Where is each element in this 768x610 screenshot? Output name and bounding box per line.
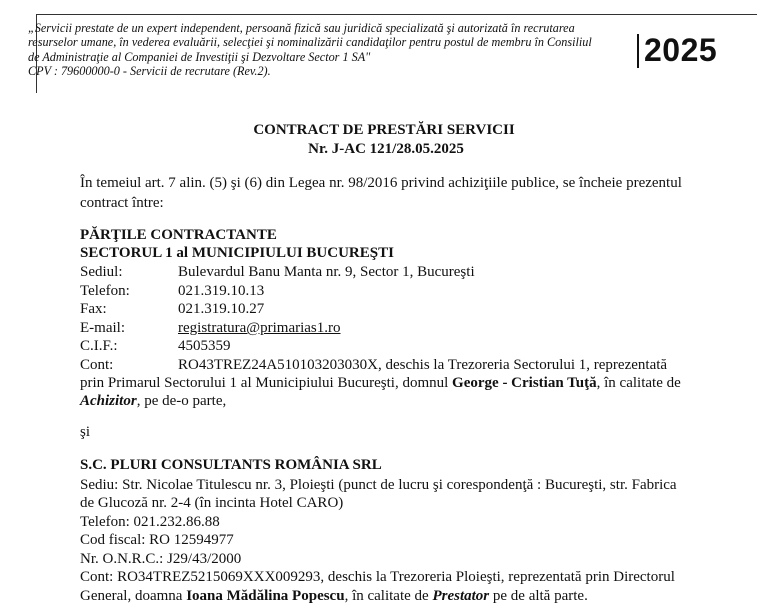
- party2-cod-fiscal: Cod fiscal: RO 12594977: [80, 532, 234, 548]
- header-service-description: [28, 21, 628, 79]
- party2-sediu-line1: Sediu: Str. Nicolae Titulescu nr. 3, Ploieşti (punct de lucru şi corespondenţă : Bucureşti, str. Fabrica: [80, 477, 677, 493]
- party2-role: Prestator: [432, 588, 490, 604]
- text-fragment: General, doamna: [80, 588, 187, 604]
- field-label: Telefon:: [80, 283, 130, 299]
- field-label: Sediul:: [80, 264, 123, 280]
- intro-line: contract între:: [80, 194, 164, 211]
- field-value: RO43TREZ24A510103203030X, deschis la Trezoreria Sectorului 1, reprezentată: [178, 357, 668, 373]
- party2-representative: Ioana Mădălina Popescu: [186, 588, 345, 604]
- text-fragment: , în calitate de: [344, 588, 433, 604]
- field-label: Cont:: [80, 357, 114, 373]
- party1-representative: George - Cristian Tuţă: [452, 375, 597, 391]
- party1-cont-line3: [80, 392, 226, 412]
- header-year: 2025: [644, 32, 718, 68]
- field-label: C.I.F.:: [80, 338, 118, 354]
- contract-title: CONTRACT DE PRESTĂRI SERVICII: [253, 122, 515, 138]
- parties-heading: PĂRŢILE CONTRACTANTE: [80, 227, 277, 243]
- party1-cont-line2: [80, 374, 681, 394]
- text-fragment: , în calitate de: [596, 375, 681, 391]
- field-value: 021.319.10.13: [178, 283, 265, 299]
- header-line: „Servicii prestate de un expert independent, persoană fizică sau juridică specializată şi autorizată în recrutarea: [28, 21, 575, 35]
- header-line: de Administraţie al Companiei de Investiţii şi Dezvoltare Sector 1 SA": [28, 49, 371, 64]
- text-fragment: pe de altă parte.: [489, 588, 588, 604]
- field-label: E-mail:: [80, 320, 125, 336]
- text-fragment: prin Primarul Sectorului 1 al Municipiului Bucureşti, domnul: [80, 375, 453, 391]
- intro-line: În temeiul art. 7 alin. (5) şi (6) din Legea nr. 98/2016 privind achiziţiile publice, se încheie prezentul: [80, 175, 682, 191]
- party2-telefon: Telefon: 021.232.86.88: [80, 514, 220, 530]
- field-value: 4505359: [178, 338, 231, 354]
- email-link[interactable]: registratura@primarias1.ro: [178, 320, 341, 336]
- party2-name: S.C. PLURI CONSULTANTS ROMÂNIA SRL: [80, 457, 382, 473]
- field-value: Bulevardul Banu Manta nr. 9, Sector 1, Bucureşti: [178, 264, 475, 280]
- conjunction: şi: [80, 424, 91, 440]
- contract-number: Nr. J-AC 121/28.05.2025: [308, 141, 464, 157]
- text-fragment: , pe de-o parte,: [136, 393, 227, 409]
- party1-role: Achizitor: [80, 393, 137, 409]
- field-value: 021.319.10.27: [178, 301, 265, 317]
- party2-onrc: Nr. O.N.R.C.: J29/43/2000: [80, 551, 242, 567]
- party2-cont-line2: [80, 587, 588, 607]
- field-label: Fax:: [80, 301, 107, 317]
- party2-cont-line1: Cont: RO34TREZ5215069XXX009293, deschis la Trezoreria Ploieşti, reprezentată prin Directorul: [80, 569, 675, 585]
- header-line: resurselor umane, în vederea evaluării, selecţiei şi nominalizării candidaţilor pentru postul de membru în Consiliul: [28, 35, 592, 50]
- header-cpv-line: CPV : 79600000-0 - Servicii de recrutare (Rev.2).: [28, 64, 271, 79]
- party2-sediu-line2: de Glucoză nr. 2-4 (în incinta Hotel CARO): [80, 495, 344, 511]
- year-separator: [637, 34, 639, 68]
- party1-name: SECTORUL 1 al MUNICIPIULUI BUCUREŞTI: [80, 245, 394, 261]
